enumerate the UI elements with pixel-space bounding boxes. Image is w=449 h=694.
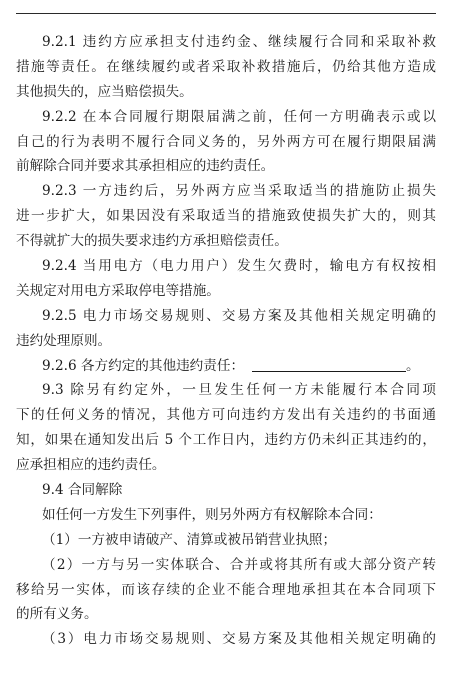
- clause-9-2-3-line-3: 不得就扩大的损失要求违约方承担赔偿责任。: [16, 233, 288, 250]
- clause-9-2-6-line: [16, 354, 436, 379]
- clause-9-3-line-4: 应承担相应的违约责任。: [16, 457, 166, 474]
- clause-9-2-5-line-2: 违约处理原则。: [16, 332, 112, 349]
- clause-9-2-4-line-2: 关规定对用电方采取停电等措施。: [16, 282, 220, 299]
- clause-9-3-line-1: 9.3 除另有约定外，一旦发生任何一方未能履行本合同项: [42, 382, 436, 399]
- clause-9-2-1-line-2: 措施等责任。在继续履约或者采取补救措施后，仍给其他方造成: [16, 58, 436, 75]
- clause-9-3-line-3: 知，如果在通知发出后 5 个工作日内，违约方仍未纠正其违约的，: [16, 432, 436, 449]
- header-rule: [16, 13, 436, 14]
- clause-9-2-2-line-3: 前解除合同并要求其承担相应的违约责任。: [16, 158, 275, 175]
- clause-9-4-intro: 如任何一方发生下列事件，则另外两方有权解除本合同：: [42, 506, 382, 523]
- clause-9-2-2-line-1: 9.2.2 在本合同履行期限届满之前，任何一方明确表示或以: [42, 108, 436, 125]
- clause-9-2-3-line-1: 9.2.3 一方违约后，另外两方应当采取适当的措施防止损失: [42, 183, 436, 200]
- clause-9-4-item-2-line-3: 的所有义务。: [16, 606, 98, 623]
- clause-9-2-4-line-1: 9.2.4 当用电方（电力用户）发生欠费时，输电方有权按相: [42, 258, 436, 275]
- clause-9-4-item-3-line-1: （3）电力市场交易规则、交易方案及其他相关规定明确的: [42, 631, 436, 648]
- clause-9-2-6-end: 。: [406, 357, 420, 374]
- clause-9-4-item-2-line-1: （2）一方与另一实体联合、合并或将其所有或大部分资产转: [42, 556, 436, 573]
- clause-9-2-5-line-1: 9.2.5 电力市场交易规则、交易方案及其他相关规定明确的: [42, 307, 436, 324]
- clause-9-3-line-2: 下的任何义务的情况，其他方可向违约方发出有关违约的书面通: [16, 407, 436, 424]
- clause-9-2-6-text: 9.2.6 各方约定的其他违约责任：: [42, 357, 245, 374]
- document-page: [16, 30, 436, 652]
- fill-in-blank: [252, 358, 406, 372]
- clause-9-4-heading: 9.4 合同解除: [42, 482, 123, 499]
- clause-9-2-3-line-2: 进一步扩大，如果因没有采取适当的措施致使损失扩大的，则其: [16, 208, 436, 225]
- clause-9-2-1-line-3: 其他损失的，应当赔偿损失。: [16, 83, 193, 100]
- clause-9-2-1-line-1: 9.2.1 违约方应承担支付违约金、继续履行合同和采取补救: [42, 34, 436, 50]
- clause-9-2-2-line-2: 自己的行为表明不履行合同义务的，另外两方可在履行期限届满: [16, 133, 436, 150]
- clause-9-4-item-2-line-2: 移给另一实体，而该存续的企业不能合理地承担其在本合同项下: [16, 581, 436, 598]
- clause-9-4-item-1: （1）一方被申请破产、清算或被吊销营业执照；: [42, 531, 337, 548]
